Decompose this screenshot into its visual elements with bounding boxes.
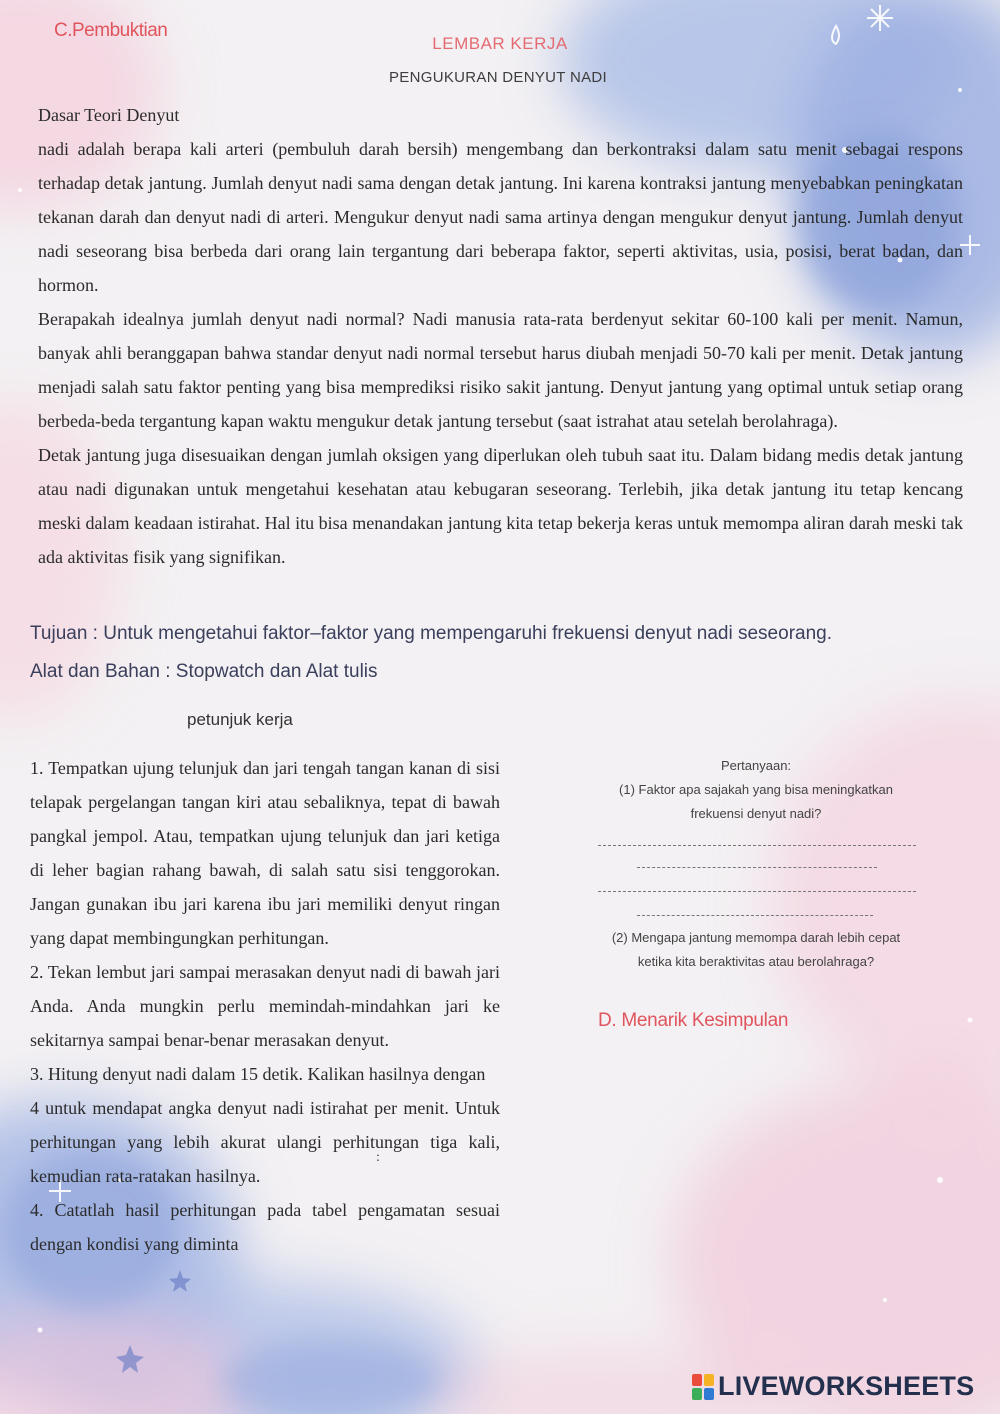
theory-section <box>38 98 963 574</box>
theory-heading: Dasar Teori Denyut <box>38 105 180 125</box>
questions-heading: Pertanyaan: <box>720 758 792 773</box>
instruction-step: 1. Tempatkan ujung telunjuk dan jari tengah tangan kanan di sisi telapak pergelangan tangan kiri atau sebaliknya, tepat di bawah pangkal jempol. Atau, tempatkan ujung telunjuk dan jari ketiga di leher bagian rahang bawah, di salah satu sisi tenggorokan. Jangan gunakan ibu jari karena ibu jari memiliki denyut ringan yang dapat membingungkan perhitungan. <box>30 758 500 948</box>
liveworksheets-brand[interactable] <box>692 1371 974 1402</box>
objective-line: Tujuan : Untuk mengetahui faktor–faktor yang mempengaruhi frekuensi denyut nadi seseorang. <box>30 623 832 644</box>
logo-square <box>704 1388 714 1400</box>
instruction-step: 3. Hitung denyut nadi dalam 15 detik. Kalikan hasilnya dengan <box>30 1064 486 1084</box>
theory-paragraph: Detak jantung juga disesuaikan dengan jumlah oksigen yang diperlukan oleh tubuh saat itu. Dalam bidang medis detak jantung atau nadi digunakan untuk mengetahui kesehatan atau kebugaran seseorang. Terlebih, jika detak jantung itu tetap kencang meski dalam keadaan istirahat. Hal itu bisa menandakan jantung kita tetap bekerja keras untuk memompa aliran darah meski tak ada aktivitas fisik yang signifikan. <box>38 445 963 567</box>
section-c-heading: C.Pembuktian <box>54 20 168 41</box>
liveworksheets-wordmark: LIVEWORKSHEETS <box>718 1371 975 1401</box>
logo-square <box>704 1374 714 1386</box>
instruction-step: 4. Catatlah hasil perhitungan pada tabel pengamatan sesuai dengan kondisi yang diminta <box>30 1200 500 1254</box>
instructions-heading: petunjuk kerja <box>187 710 293 729</box>
answer-line[interactable] <box>637 867 877 868</box>
logo-square <box>692 1388 702 1400</box>
instruction-step: 4 untuk mendapat angka denyut nadi istirahat per menit. Untuk perhitungan yang lebih akurat ulangi perhitungan tiga kali, kemudian rata-ratakan hasilnya. <box>30 1098 500 1186</box>
answer-line[interactable] <box>598 891 916 892</box>
materials-line: Alat dan Bahan : Stopwatch dan Alat tulis <box>30 661 378 682</box>
logo-square <box>692 1374 702 1386</box>
section-d-heading: D. Menarik Kesimpulan <box>598 1010 789 1031</box>
sheet-title: LEMBAR KERJA <box>432 34 568 53</box>
answer-line[interactable] <box>637 915 873 916</box>
question-2: (2) Mengapa jantung memompa darah lebih cepat ketika kita beraktivitas atau berolahraga? <box>611 930 901 969</box>
sheet-subtitle: PENGUKURAN DENYUT NADI <box>388 69 608 86</box>
instruction-step: 2. Tekan lembut jari sampai merasakan denyut nadi di bawah jari Anda. Anda mungkin perlu memindah-mindahkan jari ke sekitarnya sampai benar-benar merasakan denyut. <box>30 962 500 1050</box>
answer-line[interactable] <box>598 845 916 846</box>
theory-paragraph: Berapakah idealnya jumlah denyut nadi normal? Nadi manusia rata-rata berdenyut sekitar 60-100 kali per menit. Namun, banyak ahli beranggapan bahwa standar denyut nadi normal tersebut harus diubah menjadi 50-70 kali per menit. Detak jantung menjadi salah satu faktor penting yang bisa memprediksi risiko sakit jantung. Denyut jantung yang optimal untuk setiap orang berbeda-beda tergantung kapan waktu mengukur detak jantung tersebut (saat istrahat atau setelah berolahraga). <box>38 309 963 431</box>
theory-paragraph: nadi adalah berapa kali arteri (pembuluh darah bersih) mengembang dan berkontraksi dalam satu menit sebagai respons terhadap detak jantung. Jumlah denyut nadi sama dengan detak jantung. Ini karena kontraksi jantung menyebabkan peningkatan tekanan darah dan denyut nadi di arteri. Mengukur denyut nadi sama artinya dengan mengukur denyut jantung. Jumlah denyut nadi seseorang bisa berbeda dari orang lain tergantung dari beberapa faktor, seperti aktivitas, usia, posisi, berat badan, dan hormon. <box>38 139 963 295</box>
stray-mark: : <box>376 1150 380 1165</box>
instruction-steps <box>30 751 500 1261</box>
question-1: (1) Faktor apa sajakah yang bisa meningkatkan frekuensi denyut nadi? <box>619 782 893 821</box>
liveworksheets-logo-icon <box>692 1374 714 1400</box>
